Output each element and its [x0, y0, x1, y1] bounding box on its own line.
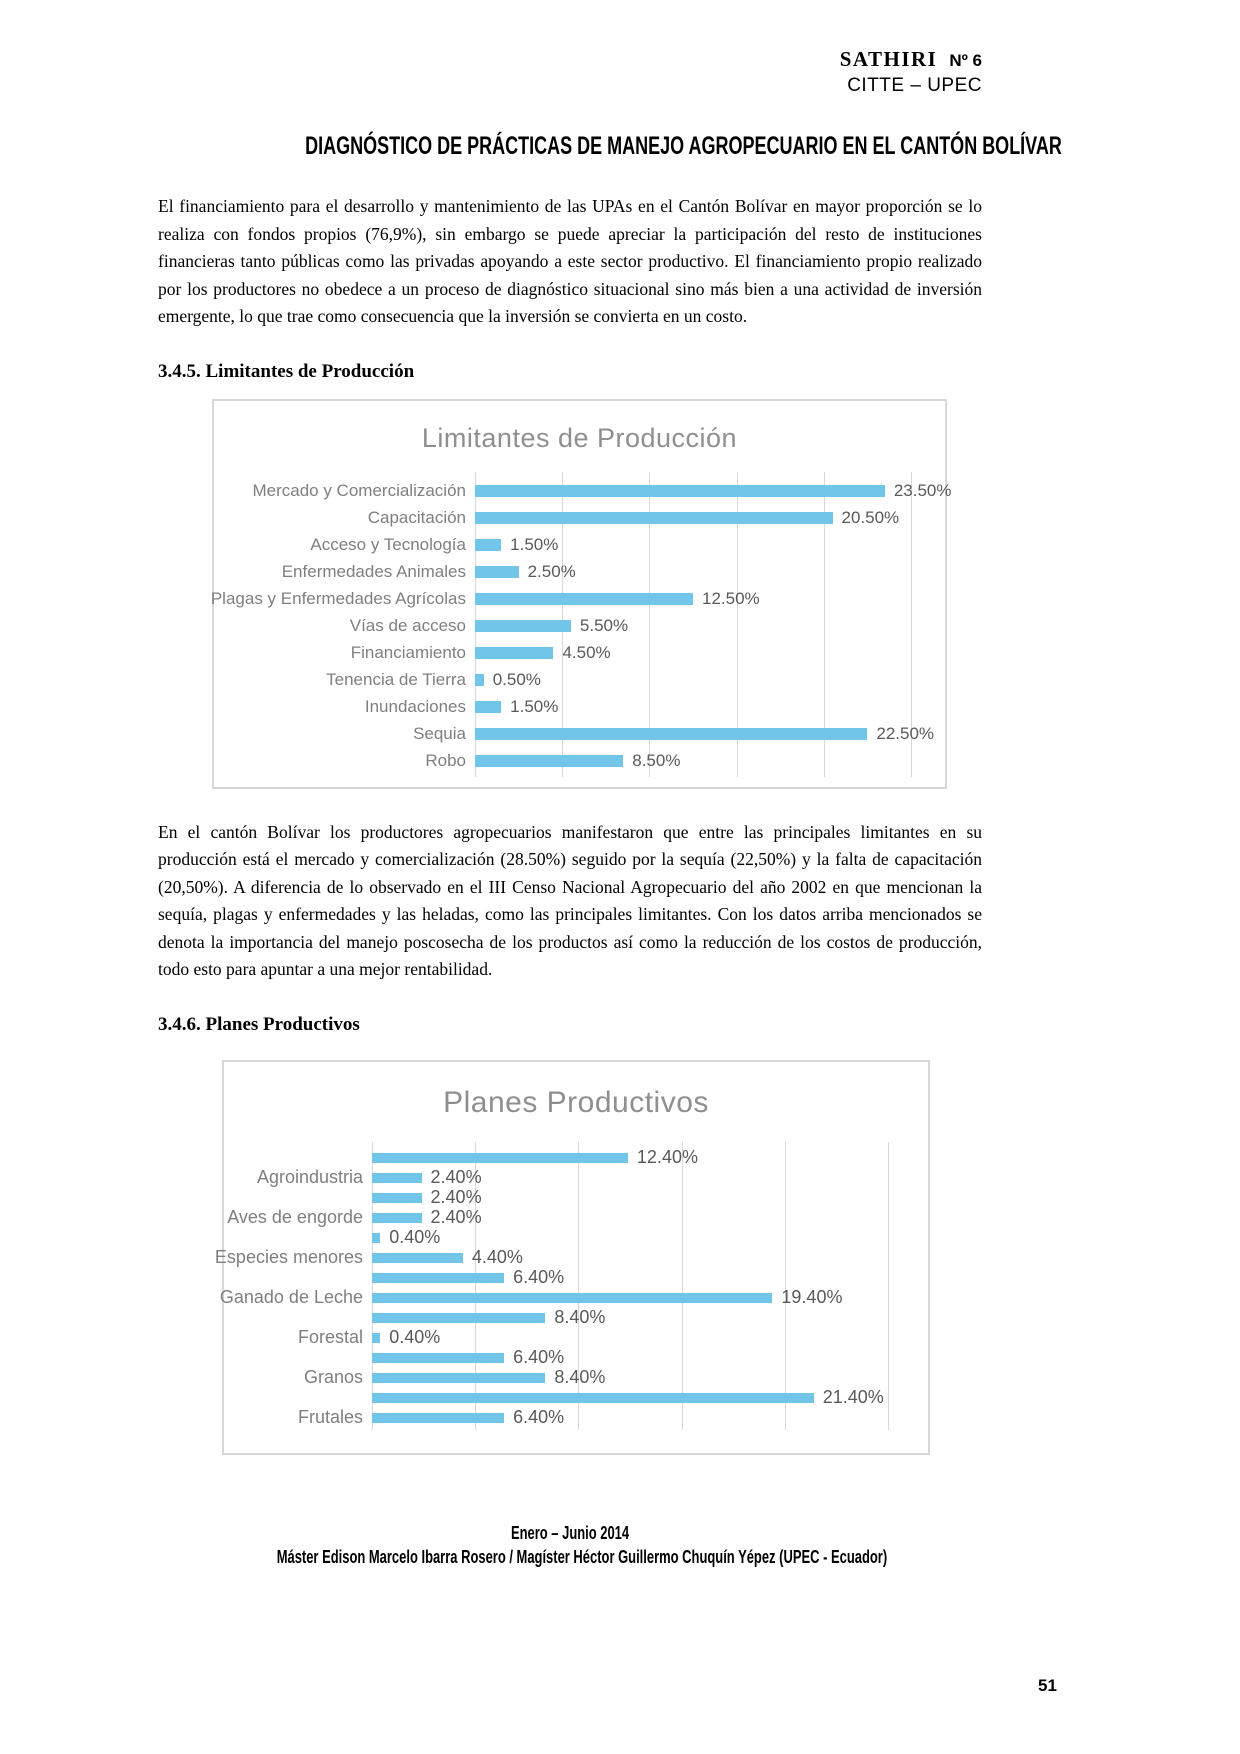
section-heading-planes: 3.4.6. Planes Productivos: [158, 1013, 360, 1035]
value-label: 4.40%: [471, 1247, 523, 1267]
bar-row: [372, 1348, 888, 1368]
value-label: 6.40%: [513, 1347, 565, 1367]
bar-row: [372, 1248, 888, 1268]
bar-row: [372, 1208, 888, 1228]
bar: [372, 1213, 422, 1223]
bar: [372, 1373, 545, 1383]
category-label: [224, 1308, 372, 1328]
bar-row: [475, 721, 935, 748]
bar-row: [372, 1148, 888, 1168]
bar-row: [475, 694, 911, 721]
value-label: 21.40%: [822, 1387, 884, 1407]
bar-row: [372, 1228, 888, 1248]
chart-title: Limitantes de Producción: [421, 422, 738, 453]
bar: [475, 755, 623, 767]
bar: [372, 1233, 380, 1243]
value-label: 19.40%: [781, 1287, 843, 1307]
bar: [475, 485, 885, 497]
value-label: 20.50%: [841, 508, 900, 527]
article-title: [158, 125, 1062, 160]
category-axis: [214, 1148, 372, 1428]
category-label: Aves de engorde: [227, 1207, 363, 1227]
bar: [372, 1353, 504, 1363]
category-label: [224, 1268, 372, 1288]
category-label: Forestal: [297, 1327, 363, 1347]
footer-authors-text: Máster Edison Marcelo Ibarra Rosero / Magíster Héctor Guillermo Chuquín Yépez (UPEC - Ecuador): [276, 1546, 888, 1567]
chart-plot: [210, 478, 952, 775]
footer-date-text: Enero – Junio 2014: [510, 1522, 630, 1543]
masthead-line: [158, 48, 982, 73]
value-label: 6.40%: [513, 1267, 565, 1287]
bar-row: [475, 586, 911, 613]
bar: [372, 1253, 463, 1263]
bar: [372, 1313, 545, 1323]
category-label: Tenencia de Tierra: [326, 670, 466, 689]
value-label: 0.40%: [389, 1227, 441, 1247]
category-label: Financiamiento: [350, 643, 466, 662]
category-label: Sequia: [413, 724, 466, 743]
bar-row: [372, 1408, 888, 1428]
bar-row: [372, 1328, 888, 1348]
bar-row: [372, 1388, 888, 1408]
value-label: 2.40%: [430, 1207, 482, 1227]
value-label: 2.40%: [430, 1167, 482, 1187]
category-label: [224, 1388, 372, 1408]
bar-row: [475, 559, 911, 586]
bar-row: [372, 1308, 888, 1328]
bar: [475, 620, 571, 632]
value-label: 6.40%: [513, 1407, 565, 1427]
article-title-text: DIAGNÓSTICO DE PRÁCTICAS DE MANEJO AGROPECUARIO EN EL CANTÓN BOLÍVAR: [305, 132, 1062, 160]
bar-row: [475, 613, 911, 640]
footer-authors: [158, 1545, 982, 1569]
bar: [475, 512, 833, 524]
chart-limitantes-de-produccion: [210, 399, 952, 789]
value-label: 23.50%: [893, 481, 952, 500]
bar: [372, 1333, 380, 1343]
bar-row: [372, 1168, 888, 1188]
section-heading-limitantes: 3.4.5. Limitantes de Producción: [158, 360, 415, 382]
paragraph-financing: El financiamiento para el desarrollo y mantenimiento de las UPAs en el Cantón Bolívar en mayor proporción se lo realiza con fondos propios (76,9%), sin embargo se puede apreciar la participación del resto de instituciones financieras tanto públicas como las privadas apoyando a este sector productivo. El financiamiento propio realizado por los productores no obedece a un proceso de diagnóstico situacional sino más bien a una actividad de inversión emergente, lo que trae como consecuencia que la inversión se convierta en un costo.: [158, 196, 982, 326]
bar: [372, 1293, 772, 1303]
bar: [372, 1153, 628, 1163]
bar-row: [372, 1368, 888, 1388]
category-label: Especies menores: [214, 1247, 363, 1267]
category-label: Plagas y Enfermedades Agrícolas: [210, 589, 466, 608]
category-label: [224, 1148, 372, 1168]
gridline: [888, 1142, 889, 1430]
value-label: 1.50%: [510, 535, 559, 554]
bar: [475, 593, 693, 605]
bar-row: [475, 640, 911, 667]
chart-planes-productivos: [214, 1060, 930, 1455]
category-label: Inundaciones: [364, 697, 466, 716]
value-label: 5.50%: [579, 616, 629, 635]
category-label: Acceso y Tecnología: [310, 535, 466, 554]
bar: [372, 1173, 422, 1183]
bar: [475, 566, 519, 578]
bar-row: [475, 478, 952, 505]
page-header: [158, 48, 982, 97]
bar-row: [372, 1288, 888, 1308]
value-label: 1.50%: [510, 697, 559, 716]
category-label: Enfermedades Animales: [281, 562, 466, 581]
value-label: 2.40%: [430, 1187, 482, 1207]
category-label: Granos: [303, 1367, 363, 1387]
journal-organization: CITTE – UPEC: [847, 75, 982, 96]
bar: [475, 728, 867, 740]
bar-row: [372, 1188, 888, 1208]
value-label: 8.50%: [632, 751, 681, 770]
bar: [372, 1393, 814, 1403]
chart-title: Planes Productivos: [443, 1085, 709, 1119]
bar: [475, 701, 501, 713]
journal-name: SATHIRI: [839, 47, 938, 71]
value-label: 8.40%: [554, 1307, 606, 1327]
bar-row: [372, 1268, 888, 1288]
bar-row: [475, 748, 911, 775]
category-label: [224, 1348, 372, 1368]
page-footer: [158, 1521, 982, 1569]
plot-area: [372, 1148, 888, 1428]
bar: [475, 674, 484, 686]
page-number: 51: [1038, 1676, 1057, 1695]
category-label: Frutales: [297, 1407, 363, 1427]
bar: [475, 539, 501, 551]
chart-plot: [214, 1147, 928, 1428]
bar-row: [475, 667, 911, 694]
footer-date: [158, 1521, 982, 1545]
value-label: 0.50%: [492, 670, 541, 689]
category-axis: [210, 478, 475, 775]
category-label: Ganado de Leche: [219, 1287, 363, 1307]
category-label: Mercado y Comercialización: [252, 481, 466, 500]
value-label: 2.50%: [527, 562, 576, 581]
category-label: [224, 1188, 372, 1208]
value-label: 12.40%: [636, 1147, 698, 1167]
value-label: 0.40%: [389, 1327, 441, 1347]
value-label: 12.50%: [702, 589, 760, 608]
category-label: Capacitación: [367, 508, 466, 527]
journal-issue-number: Nº 6: [949, 51, 982, 70]
bar: [372, 1413, 504, 1423]
category-label: Robo: [425, 751, 466, 770]
category-label: [224, 1228, 372, 1248]
category-label: Agroindustria: [256, 1167, 363, 1187]
value-label: 22.50%: [876, 724, 935, 743]
value-label: 8.40%: [554, 1367, 606, 1387]
plot-area: [475, 478, 952, 775]
bar: [372, 1193, 422, 1203]
category-label: Vías de acceso: [349, 616, 466, 635]
bar: [372, 1273, 504, 1283]
bar-row: [475, 532, 911, 559]
bar: [475, 647, 553, 659]
paragraph-limitantes-analysis: En el cantón Bolívar los productores agropecuarios manifestaron que entre las principales limitantes en su producción está el mercado y comercialización (28.50%) seguido por la sequía (22,50%) y la falta de capacitación (20,50%). A diferencia de lo observado en el III Censo Nacional Agropecuario del año 2002 en que mencionan la sequía, plagas y enfermedades y las heladas, como las principales limitantes. Con los datos arriba mencionados se denota la importancia del manejo poscosecha de los productos así como la reducción de los costos de producción, todo esto para apuntar a una mejor rentabilidad.: [158, 821, 982, 979]
value-label: 4.50%: [562, 643, 611, 662]
bar-row: [475, 505, 911, 532]
